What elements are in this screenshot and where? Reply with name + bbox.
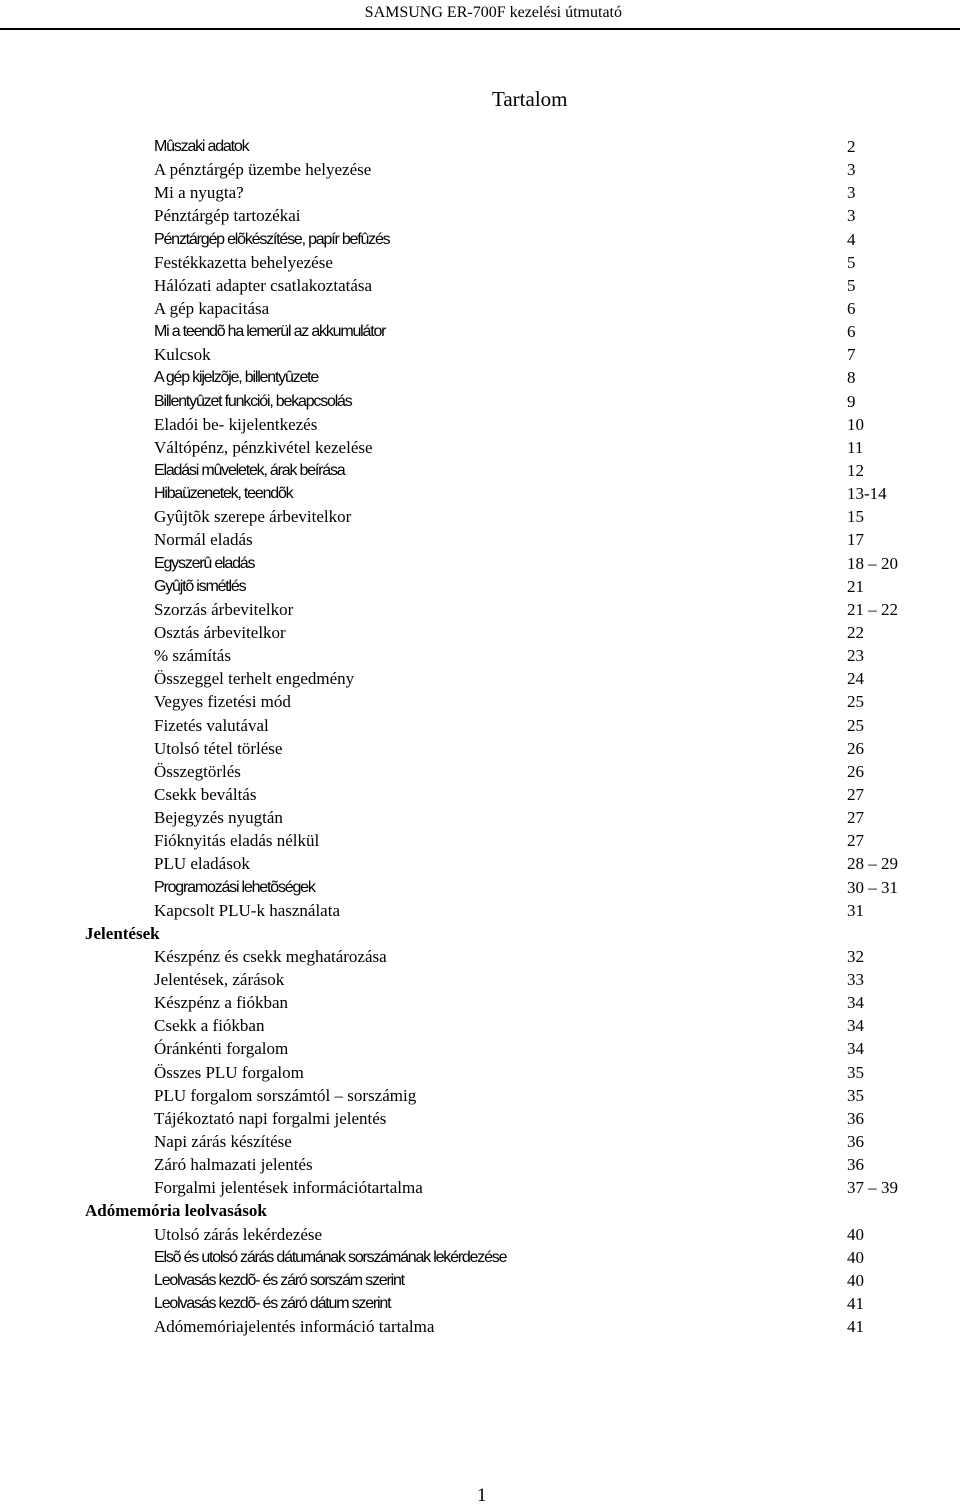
toc-entry-title: Billentyûzet funkciói, bekapcsolás bbox=[154, 392, 352, 410]
toc-entry-page: 36 bbox=[847, 1155, 864, 1175]
toc-entry-page: 21 bbox=[847, 576, 864, 596]
toc-entry-page: 9 bbox=[847, 391, 856, 411]
toc-entry-page: 27 bbox=[847, 784, 864, 804]
toc-entry bbox=[0, 366, 960, 389]
toc-entry-page: 8 bbox=[847, 368, 856, 388]
page-header bbox=[0, 0, 960, 30]
toc-entry bbox=[0, 552, 960, 575]
toc-entry-title: Mûszaki adatok bbox=[154, 138, 249, 155]
toc-entry-title: A gép kijelzõje, billentyûzete bbox=[154, 369, 319, 387]
toc-entry bbox=[0, 714, 960, 737]
toc-entry-page: 40 bbox=[847, 1247, 864, 1267]
toc-entry bbox=[0, 135, 960, 158]
toc-entry bbox=[0, 806, 960, 829]
toc-entry bbox=[0, 459, 960, 482]
toc-entry bbox=[0, 251, 960, 274]
toc-entry-title: Készpénz a fiókban bbox=[154, 993, 289, 1013]
toc-entry-page: 40 bbox=[847, 1224, 864, 1244]
toc-entry-page: 17 bbox=[847, 530, 864, 550]
toc-entry-title: Eladói be- kijelentkezés bbox=[154, 414, 318, 434]
toc-entry-page: 41 bbox=[847, 1294, 864, 1314]
toc-entry-page: 6 bbox=[847, 322, 856, 342]
toc-entry-page: 13-14 bbox=[847, 484, 887, 504]
toc-entry-title: Utolsó tétel törlése bbox=[154, 738, 283, 758]
toc-entry bbox=[0, 1107, 960, 1130]
toc-entry-title: Csekk beváltás bbox=[154, 784, 257, 804]
toc-entry-title: Összes PLU forgalom bbox=[154, 1062, 304, 1082]
toc-entry bbox=[0, 852, 960, 875]
toc-entry bbox=[0, 1014, 960, 1037]
toc-entry bbox=[0, 505, 960, 528]
toc-entry-title: Váltópénz, pénzkivétel kezelése bbox=[154, 437, 373, 457]
toc-entry-title: Forgalmi jelentések információtartalma bbox=[154, 1178, 423, 1198]
toc-entry-page: 34 bbox=[847, 1016, 864, 1036]
toc-entry-title: Festékkazetta behelyezése bbox=[154, 252, 333, 272]
toc-entry-page: 2 bbox=[847, 137, 856, 156]
toc-entry-page: 18 – 20 bbox=[847, 553, 898, 573]
toc-entry bbox=[0, 829, 960, 852]
toc-entry bbox=[0, 621, 960, 644]
toc-entry-page: 6 bbox=[847, 298, 856, 318]
toc-entry-title: Fizetés valutával bbox=[154, 715, 269, 735]
toc-entry-title: Készpénz és csekk meghatározása bbox=[154, 946, 387, 966]
toc-entry-title: Óránkénti forgalom bbox=[154, 1039, 289, 1059]
header-title: SAMSUNG ER-700F kezelési útmutató bbox=[364, 4, 622, 21]
toc-entry-page: 26 bbox=[847, 738, 864, 758]
toc-entry bbox=[0, 667, 960, 690]
toc-entry-page: 34 bbox=[847, 993, 864, 1013]
toc-entry-title: Jelentések, zárások bbox=[154, 970, 285, 990]
table-of-contents bbox=[0, 135, 960, 1338]
toc-entry bbox=[0, 1246, 960, 1269]
toc-entry-title: Vegyes fizetési mód bbox=[154, 692, 291, 712]
toc-entry bbox=[0, 1176, 960, 1199]
toc-entry-page: 35 bbox=[847, 1085, 864, 1105]
page-title: Tartalom bbox=[492, 87, 568, 111]
toc-entry bbox=[0, 991, 960, 1014]
toc-entry-title: Gyûjtõk szerepe árbevitelkor bbox=[154, 507, 352, 527]
toc-entry bbox=[0, 204, 960, 227]
toc-entry-title: Kulcsok bbox=[154, 345, 211, 365]
toc-entry bbox=[0, 1315, 960, 1338]
toc-entry-title: Záró halmazati jelentés bbox=[154, 1155, 313, 1175]
toc-entry-page: 21 – 22 bbox=[847, 599, 898, 619]
toc-entry-page: 22 bbox=[847, 622, 864, 642]
toc-entry-page: 35 bbox=[847, 1062, 864, 1082]
toc-entry bbox=[0, 760, 960, 783]
toc-entry bbox=[0, 158, 960, 181]
toc-entry-title: A pénztárgép üzembe helyezése bbox=[154, 160, 372, 180]
toc-entry-title: Egyszerû eladás bbox=[154, 554, 255, 572]
toc-entry bbox=[0, 783, 960, 806]
toc-entry-title: Utolsó zárás lekérdezése bbox=[154, 1224, 323, 1244]
toc-entry-page: 24 bbox=[847, 669, 864, 689]
toc-section-heading: Jelentések bbox=[85, 923, 160, 943]
toc-entry bbox=[0, 297, 960, 320]
toc-entry-page: 27 bbox=[847, 808, 864, 828]
toc-entry bbox=[0, 482, 960, 505]
toc-entry bbox=[0, 1269, 960, 1292]
toc-entry bbox=[0, 1130, 960, 1153]
toc-entry-page: 4 bbox=[847, 229, 856, 249]
toc-entry-title: PLU eladások bbox=[154, 854, 250, 874]
toc-entry-title: Gyûjtõ ismétlés bbox=[154, 577, 246, 595]
toc-entry-page: 5 bbox=[847, 252, 856, 272]
toc-entry-page: 31 bbox=[847, 900, 864, 920]
toc-entry-page: 41 bbox=[847, 1317, 864, 1337]
toc-entry bbox=[0, 181, 960, 204]
toc-entry-page: 28 – 29 bbox=[847, 854, 898, 874]
toc-entry-page: 3 bbox=[847, 160, 856, 180]
toc-entry-title: Normál eladás bbox=[154, 530, 253, 550]
toc-entry-page: 3 bbox=[847, 183, 856, 203]
toc-entry-title: Fióknyitás eladás nélkül bbox=[154, 831, 320, 851]
toc-entry-page: 33 bbox=[847, 970, 864, 990]
toc-entry-title: Pénztárgép tartozékai bbox=[154, 206, 301, 226]
toc-entry bbox=[0, 1223, 960, 1246]
toc-entry bbox=[0, 320, 960, 343]
toc-entry-page: 3 bbox=[847, 206, 856, 226]
toc-entry bbox=[0, 528, 960, 551]
toc-entry-page: 27 bbox=[847, 831, 864, 851]
toc-entry bbox=[0, 274, 960, 297]
toc-entry-page: 36 bbox=[847, 1132, 864, 1152]
toc-entry bbox=[0, 968, 960, 991]
toc-entry-title: Kapcsolt PLU-k használata bbox=[154, 900, 340, 920]
toc-entry-title: Hibaüzenetek, teendõk bbox=[154, 485, 293, 503]
toc-entry bbox=[0, 575, 960, 598]
toc-entry-page: 37 – 39 bbox=[847, 1178, 898, 1198]
toc-entry-title: Bejegyzés nyugtán bbox=[154, 808, 283, 828]
toc-entry bbox=[0, 598, 960, 621]
toc-entry-title: Összeggel terhelt engedmény bbox=[154, 669, 355, 689]
toc-entry bbox=[0, 413, 960, 436]
toc-entry-title: Mi a teendõ ha lemerül az akkumulátor bbox=[154, 323, 386, 341]
toc-entry-title: Tájékoztató napi forgalmi jelentés bbox=[154, 1108, 387, 1128]
toc-entry-title: Leolvasás kezdõ- és záró dátum szerint bbox=[154, 1295, 391, 1313]
toc-entry bbox=[0, 899, 960, 922]
toc-entry-page: 25 bbox=[847, 692, 864, 712]
toc-entry-title: Adómemóriajelentés információ tartalma bbox=[154, 1317, 435, 1337]
toc-entry-page: 15 bbox=[847, 507, 864, 527]
toc-entry bbox=[0, 737, 960, 760]
page-number: 1 bbox=[477, 1485, 487, 1506]
toc-entry-title: Mi a nyugta? bbox=[154, 183, 244, 203]
toc-entry bbox=[0, 1153, 960, 1176]
toc-entry bbox=[0, 390, 960, 413]
toc-entry-page: 40 bbox=[847, 1270, 864, 1290]
toc-entry-page: 23 bbox=[847, 646, 864, 666]
toc-entry-page: 34 bbox=[847, 1039, 864, 1059]
toc-entry-title: % számítás bbox=[154, 646, 231, 666]
toc-entry-page: 26 bbox=[847, 761, 864, 781]
toc-entry-title: Hálózati adapter csatlakoztatása bbox=[154, 275, 373, 295]
toc-entry-page: 5 bbox=[847, 275, 856, 295]
toc-section-row bbox=[0, 1199, 960, 1222]
toc-entry bbox=[0, 228, 960, 251]
toc-entry bbox=[0, 690, 960, 713]
toc-entry-title: Elsõ és utolsó zárás dátumának sorszámának lekérdezése bbox=[154, 1248, 507, 1266]
toc-entry bbox=[0, 1061, 960, 1084]
toc-entry-title: Programozási lehetõségek bbox=[154, 878, 315, 896]
toc-entry-page: 12 bbox=[847, 460, 864, 480]
toc-entry-title: Leolvasás kezdõ- és záró sorszám szerint bbox=[154, 1271, 404, 1289]
toc-section-heading: Adómemória leolvasások bbox=[85, 1201, 267, 1221]
toc-entry-page: 36 bbox=[847, 1108, 864, 1128]
toc-section-row bbox=[0, 922, 960, 945]
toc-entry bbox=[0, 1084, 960, 1107]
toc-entry bbox=[0, 876, 960, 899]
toc-entry-page: 25 bbox=[847, 715, 864, 735]
toc-entry-title: Pénztárgép elõkészítése, papír befûzés bbox=[154, 230, 390, 248]
toc-entry-page: 32 bbox=[847, 946, 864, 966]
toc-entry-title: Szorzás árbevitelkor bbox=[154, 599, 294, 619]
toc-entry bbox=[0, 644, 960, 667]
toc-entry-title: Csekk a fiókban bbox=[154, 1016, 265, 1036]
toc-entry bbox=[0, 1037, 960, 1060]
toc-entry bbox=[0, 945, 960, 968]
toc-entry bbox=[0, 436, 960, 459]
toc-entry-title: Napi zárás készítése bbox=[154, 1132, 292, 1152]
toc-entry-title: Összegtörlés bbox=[154, 761, 241, 781]
toc-entry-page: 10 bbox=[847, 414, 864, 434]
toc-entry-page: 30 – 31 bbox=[847, 877, 898, 897]
toc-entry-title: PLU forgalom sorszámtól – sorszámig bbox=[154, 1085, 417, 1105]
toc-entry-page: 7 bbox=[847, 345, 856, 365]
toc-entry bbox=[0, 1292, 960, 1315]
toc-entry-title: Osztás árbevitelkor bbox=[154, 622, 286, 642]
toc-entry bbox=[0, 343, 960, 366]
toc-entry-title: A gép kapacitása bbox=[154, 298, 270, 318]
toc-entry-title: Eladási mûveletek, árak beírása bbox=[154, 461, 345, 479]
toc-entry-page: 11 bbox=[847, 437, 864, 457]
